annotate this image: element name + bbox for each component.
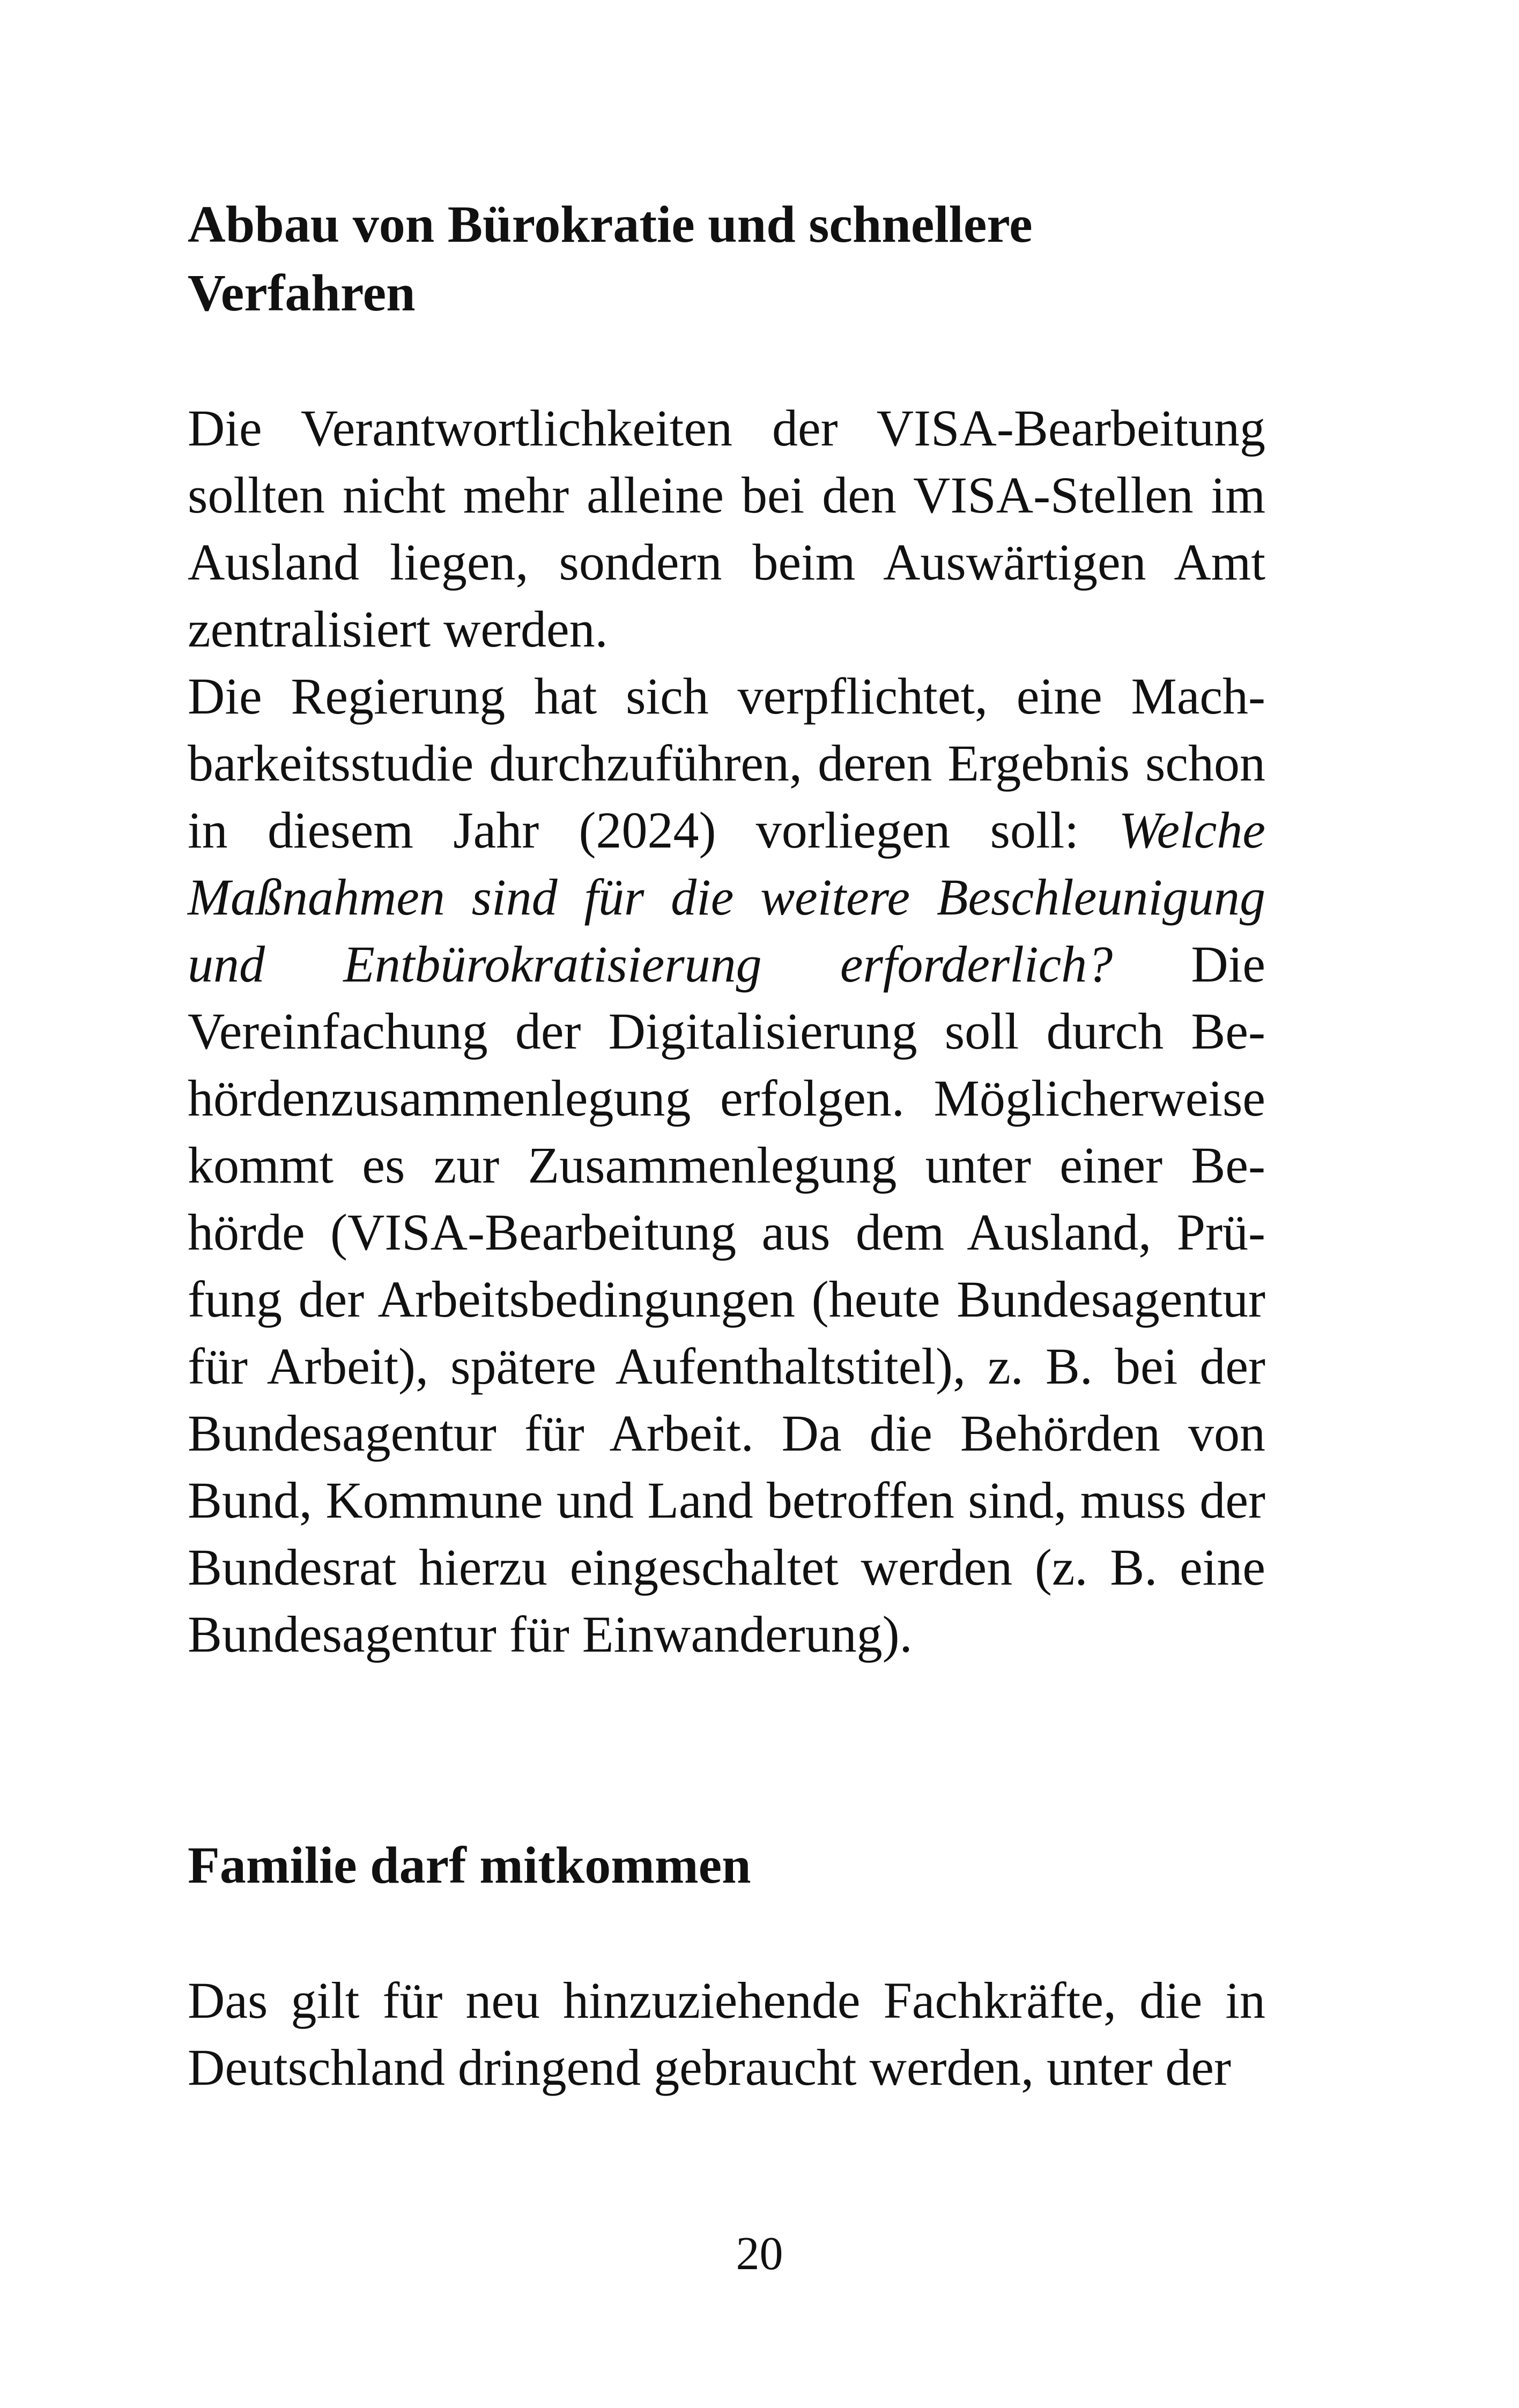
page-content: [188, 190, 1265, 2101]
paragraph-regierung-text-after: Die Vereinfachung der Digitalisierung soll durch Behördenzusammenlegung erfolgen. Möglicherweise kommt es zur Zusammenlegung unter einer Behörde (VISA-Bearbeitung aus dem Ausland, Prüfung der Arbeitsbedingungen (heute Bundesagentur für Arbeit), spätere Aufenthaltstitel), z. B. bei der Bundesagentur für Arbeit. Da die Behörden von Bund, Kommune und Land betroffen sind, muss der Bundesrat hierzu eingeschaltet werden (z. B. eine Bundesagentur für Einwanderung).: [188, 935, 1265, 1663]
paragraph-fachkraefte: Das gilt für neu hinzuziehende Fachkräfte, die in Deutschland dringend gebraucht werden, unter der: [188, 1972, 1265, 2096]
paragraph-verantwortlichkeiten: Die Verantwortlichkeiten der VISA-Bearbeitung sollten nicht mehr alleine bei den VISA-Stellen im Ausland liegen, sondern beim Auswärtigen Amt zentralisiert werden.: [188, 399, 1265, 658]
section-heading-familie: Familie darf mitkommen: [188, 1837, 751, 1894]
page-number: 20: [736, 2228, 783, 2280]
paragraph-regierung-text-before: Die Regierung hat sich verpflichtet, eine Machbarkeitsstudie durchzuführen, deren Ergebnis schon in diesem Jahr (2024) vorliegen soll:: [188, 667, 1265, 859]
paragraph-regierung: [188, 663, 1265, 1668]
paragraph-regierung-italic-question: Welche Maßnahmen sind für die weitere Beschleunigung und Entbürokratisierung erforderlich?: [188, 801, 1265, 993]
section-heading-buerokratie: Abbau von Bürokratie und schnellere Verfahren: [188, 196, 1033, 322]
